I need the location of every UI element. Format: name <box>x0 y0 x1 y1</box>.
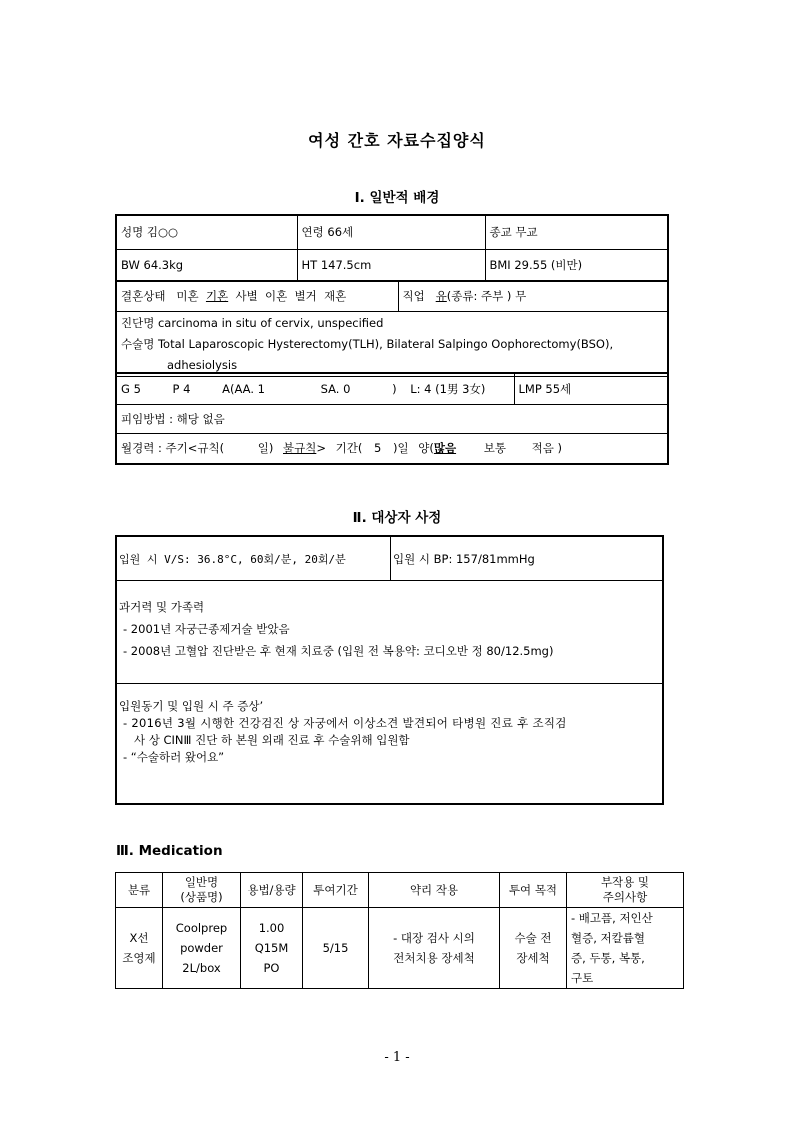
med-cell: Coolprep powder 2L/box <box>163 908 241 989</box>
job-detail: (종류: 주부 ) <box>446 289 512 303</box>
obstetric-table <box>115 372 669 465</box>
job-label: 직업 <box>402 289 425 303</box>
job-yes: 유 <box>435 289 447 303</box>
med-cell: 수술 전 장세척 <box>500 908 567 989</box>
gpal-close: ) <box>392 381 397 396</box>
med-header: 약리 작용 <box>369 873 500 908</box>
diagnosis-text: 진단명 carcinoma in situ of cervix, unspecified <box>121 316 384 330</box>
contraception-cell: 피임방법 : 해당 없음 <box>116 404 668 433</box>
diagnosis-cell <box>116 312 668 377</box>
gpal-sa: SA. 0 <box>320 381 351 396</box>
motive-item: - “수술하러 왔어요” <box>123 750 225 764</box>
bmi-cell: BMI 29.55 (비만) <box>485 249 668 281</box>
history-title: 과거력 및 가족력 <box>119 600 205 614</box>
motive-title: 입원동기 및 입원 시 주 증상’ <box>119 699 264 713</box>
surgery-text: 수술명 Total Laparoscopic Hysterectomy(TLH), Bilateral Salpingo Oophorectomy(BSO), <box>121 337 614 351</box>
menstrual-amount: 양( <box>418 441 434 456</box>
medication-table <box>115 872 684 989</box>
marital-option: 미혼 <box>176 289 199 303</box>
gpal-cell <box>116 373 514 404</box>
marital-option: 재혼 <box>324 289 347 303</box>
vs-text: 입원 시 V/S: 36.8°C, 60회/분, 20회/분 <box>119 553 346 566</box>
gpal-a: A(AA. 1 <box>222 381 265 396</box>
marital-option: 별거 <box>294 289 317 303</box>
med-cell: - 배고픔, 저인산 혈증, 저칼륨혈 증, 두통, 복통, 구토 <box>567 908 684 989</box>
menstrual-period: 기간( <box>335 441 363 456</box>
med-header: 부작용 및 주의사항 <box>567 873 684 908</box>
med-header: 투여 목적 <box>500 873 567 908</box>
section1-heading: Ⅰ. 일반적 배경 <box>354 190 440 206</box>
job-cell <box>398 281 668 312</box>
menstrual-period-unit: )일 <box>392 441 409 456</box>
med-cell: - 대장 검사 시의 전처치용 장세척 <box>369 908 500 989</box>
name-cell: 성명 김○○ <box>116 215 297 249</box>
menstrual-normal: 보통 <box>483 441 506 456</box>
med-header: 용법/용량 <box>241 873 303 908</box>
menstrual-day: 일) <box>257 441 274 456</box>
job-no: 무 <box>515 289 527 303</box>
med-cell: 1.00 Q15M PO <box>241 908 303 989</box>
diagnosis-table <box>115 311 669 377</box>
med-cell: 5/15 <box>303 908 369 989</box>
bw-cell: BW 64.3kg <box>116 249 297 281</box>
menstrual-irregular: 불규칙 <box>283 441 317 456</box>
assessment-box <box>115 535 664 805</box>
marital-option: 이혼 <box>265 289 288 303</box>
gpal-l: L: 4 (1男 3女) <box>410 381 486 396</box>
history-item: - 2008년 고혈압 진단받은 후 현재 치료중 (입원 전 복용약: 코디오반 정 80/12.5mg) <box>123 644 554 658</box>
gpal-g: G 5 <box>121 381 141 396</box>
page-title: 여성 간호 자료수집양식 <box>308 131 486 150</box>
surgery-text-cont: adhesiolysis <box>167 358 238 372</box>
ht-cell: HT 147.5cm <box>297 249 485 281</box>
marital-option-selected: 기혼 <box>205 289 229 303</box>
vs-cell <box>117 537 391 581</box>
motive-cell <box>117 684 662 801</box>
med-header: 투여기간 <box>303 873 369 908</box>
age-cell: 연령 66세 <box>297 215 485 249</box>
general-background-table <box>115 214 669 282</box>
menstrual-cell <box>116 433 668 464</box>
menstrual-few: 적음 ) <box>531 441 562 456</box>
med-cell: X선 조영제 <box>116 908 163 989</box>
menstrual-period-val: 5 <box>374 441 382 456</box>
bp-text: 입원 시 BP: 157/81mmHg <box>393 552 535 566</box>
page-number: - 1 - <box>384 1050 410 1065</box>
menstrual-prefix: 월경력 : 주기<규칙( <box>121 441 225 456</box>
bp-cell <box>391 537 662 581</box>
history-item: - 2001년 자궁근종제거술 받았음 <box>123 622 290 636</box>
marital-label: 결혼상태 <box>121 289 166 303</box>
section2-heading: Ⅱ. 대상자 사정 <box>352 510 442 526</box>
med-header: 일반명 (상품명) <box>163 873 241 908</box>
marital-option: 사별 <box>235 289 258 303</box>
menstrual-gt: > <box>316 441 326 456</box>
lmp-cell: LMP 55세 <box>514 373 668 404</box>
religion-cell: 종교 무교 <box>485 215 668 249</box>
motive-item: - 2016년 3월 시행한 건강검진 상 자궁에서 이상소견 발견되어 타병원 진료 후 조직검 <box>123 716 567 730</box>
history-cell <box>117 581 662 684</box>
gpal-p: P 4 <box>172 381 191 396</box>
marital-status-cell <box>116 281 398 312</box>
motive-item: 사 상 CINⅢ 진단 하 본원 외래 진료 후 수술위해 입원함 <box>123 733 410 747</box>
marital-table <box>115 280 669 312</box>
med-header: 분류 <box>116 873 163 908</box>
menstrual-many: 많음 <box>433 441 457 456</box>
section3-heading: Ⅲ. Medication <box>116 843 223 859</box>
